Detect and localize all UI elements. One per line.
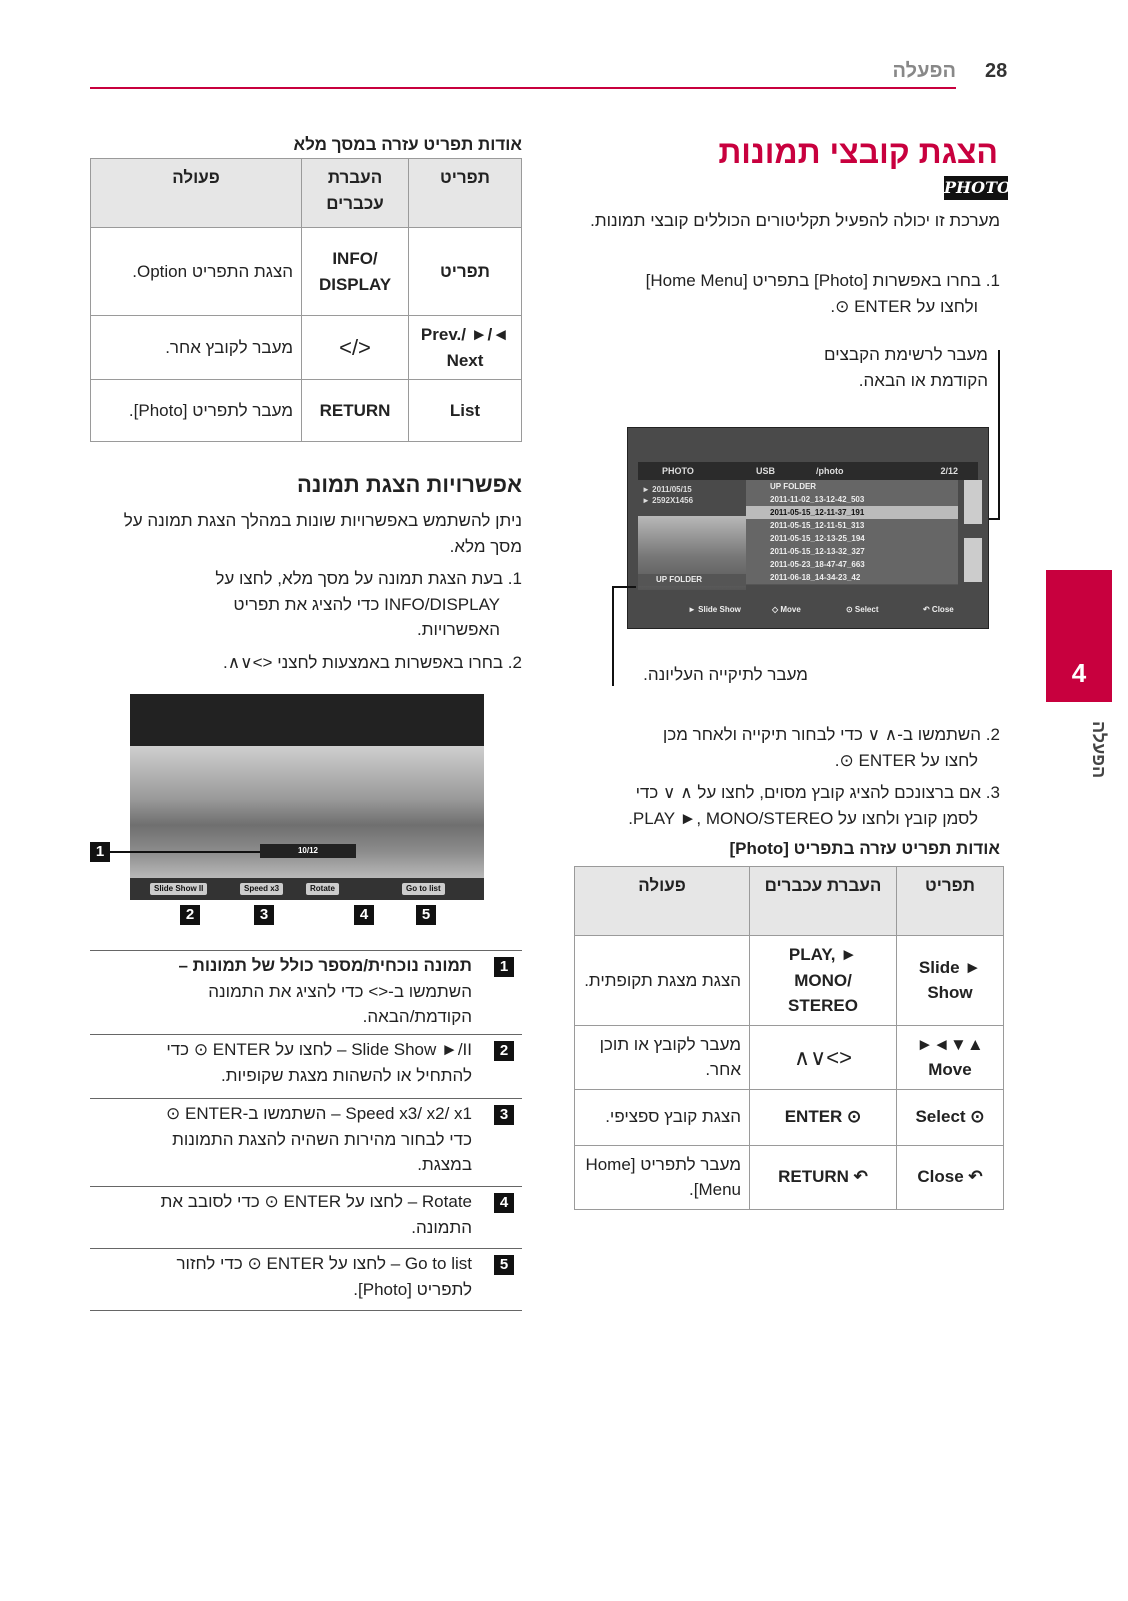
- legend-line: תמונה נוכחית/מספר כולל של תמונות –: [178, 956, 472, 975]
- step-2: [570, 722, 1000, 773]
- legend-marker: 3: [494, 1105, 514, 1125]
- left-table-caption: אודות תפריט עזרה במסך מלא: [293, 135, 522, 154]
- photo-badge: PHOTO: [944, 176, 1008, 200]
- legend-marker: 2: [494, 1041, 514, 1061]
- legend-line: הקודמת/הבאה.: [362, 1007, 472, 1026]
- page-down-button[interactable]: [964, 538, 982, 582]
- browser-top-bar: [638, 462, 978, 480]
- legend-line: לתפריט [Photo].: [353, 1279, 472, 1299]
- preview-option-bar: [130, 878, 484, 900]
- option-step-1: [90, 566, 522, 643]
- chapter-label: הפעלה: [1089, 721, 1109, 779]
- file-row[interactable]: 2011-05-15_12-13-32_327: [746, 545, 958, 559]
- browser-info: [642, 484, 693, 506]
- file-row[interactable]: UP FOLDER: [746, 480, 958, 494]
- legend-line: כדי לבחור מהירות השהיה להצגת התמונות: [172, 1129, 472, 1149]
- cell-key: INFO/ DISPLAY: [302, 228, 409, 316]
- legend-marker: 5: [494, 1255, 514, 1275]
- browser-footer: [638, 602, 978, 618]
- file-row-selected[interactable]: 2011-05-15_12-11-37_191: [746, 506, 958, 520]
- step-1: [590, 268, 1000, 319]
- step-2-line1: 2. השתמשו ב-∧ ∨ כדי לבחור תיקייה ולאחר מכן: [662, 725, 1000, 744]
- intro-text: [590, 208, 1000, 234]
- marker-4: 4: [354, 905, 374, 925]
- legend-line: Speed x3/ x2/ x1 – השתמשו ב-ENTER ⊙: [166, 1104, 472, 1123]
- cell-action: מעבר לתפריט [Home Menu].: [575, 1145, 750, 1209]
- browser-folder-label: /photo: [816, 466, 844, 476]
- options-title: אפשרויות הצגת תמונה: [296, 472, 522, 497]
- legend-item: [90, 1034, 522, 1097]
- marker-5: 5: [416, 905, 436, 925]
- col-header-action: פעולה: [575, 867, 750, 936]
- cell-key: <>∨∧: [750, 1025, 897, 1089]
- file-row[interactable]: 2011-05-23_18-47-47_663: [746, 558, 958, 572]
- preview-counter-text: 10/12: [297, 846, 319, 855]
- marker-1-line: [110, 851, 260, 853]
- browser-usb-label: USB: [756, 466, 776, 476]
- cell-menu: ⊙ Select: [897, 1089, 1004, 1145]
- photo-menu-table: [574, 866, 1004, 1210]
- preview-goto-list-button[interactable]: Go to list: [402, 883, 445, 895]
- right-table-caption: אודות תפריט עזרה בתפריט [Photo]: [729, 839, 1000, 858]
- browser-up-folder-button[interactable]: [638, 574, 746, 586]
- cell-action: מעבר לקובץ או תוכן אחר.: [575, 1025, 750, 1089]
- cell-key: </>: [302, 316, 409, 380]
- step-1-line1: 1. בחרו באפשרות [Photo] בתפריט [Home Menu]: [645, 271, 1000, 290]
- legend-item: [90, 950, 522, 1033]
- step-3: [560, 780, 1000, 831]
- legend-line: התמונה.: [411, 1217, 472, 1237]
- cell-key: ► PLAY, MONO/ STEREO: [750, 936, 897, 1026]
- file-row[interactable]: 2011-06-18_14-34-23_42: [746, 571, 958, 585]
- col-header-action: פעולה: [91, 159, 302, 228]
- callout-top-line1: מעבר לרשימת הקבצים: [824, 345, 988, 364]
- cell-menu: ↶ Close: [897, 1145, 1004, 1209]
- browser-size: ► 2592X1456: [642, 496, 694, 505]
- option-step-1-line3: האפשרויות.: [416, 620, 500, 639]
- legend-line: השתמשו ב-<> כדי להציג את התמונה: [208, 981, 472, 1001]
- legend-line: במצגת.: [417, 1155, 472, 1174]
- cell-action: מעבר לקובץ אחר.: [91, 316, 302, 380]
- preview-speed-button[interactable]: Speed x3: [240, 883, 283, 895]
- step-2-line2: לחצו על ENTER ⊙.: [834, 750, 978, 770]
- intro-paragraph: מערכת זו יכולה להפעיל תקליטורים הכוללים קובצי תמונות.: [590, 211, 1000, 230]
- file-row[interactable]: 2011-11-02_13-12-42_503: [746, 493, 958, 507]
- marker-1: 1: [90, 842, 110, 862]
- preview-photo: [130, 746, 484, 878]
- cell-menu: תפריט: [409, 228, 522, 316]
- page-number: 28: [985, 60, 1008, 82]
- option-step-2: [90, 650, 522, 676]
- cell-key: RETURN: [302, 380, 409, 442]
- cell-action: הצגת התפריט Option.: [91, 228, 302, 316]
- file-row[interactable]: 2011-05-15_12-13-25_194: [746, 532, 958, 546]
- page-up-button[interactable]: [964, 480, 982, 524]
- browser-page-counter: 2/12: [940, 466, 958, 476]
- cell-key: ↶ RETURN: [750, 1145, 897, 1209]
- col-header-menu: תפריט: [897, 867, 1004, 936]
- step-3-line2: לסמן קובץ ולחצו על PLAY ►, MONO/STEREO.: [628, 808, 978, 828]
- marker-3: 3: [254, 905, 274, 925]
- cell-menu: List: [409, 380, 522, 442]
- file-row[interactable]: 2011-05-15_12-11-51_313: [746, 519, 958, 533]
- callout-bottom-text: [608, 662, 808, 688]
- marker-2: 2: [180, 905, 200, 925]
- legend-item: [90, 1098, 522, 1185]
- section-title: הפעלה: [892, 60, 956, 82]
- options-intro-text: ניתן להשתמש באפשרויות שונות במהלך הצגת תמונה על מסך מלא.: [123, 511, 522, 556]
- callout-top-line: [998, 350, 1000, 520]
- footer-select: ⊙ Select: [846, 605, 879, 614]
- col-header-key: העברת עכברים: [750, 867, 897, 936]
- step-1-line2: ולחצו על ENTER ⊙.: [830, 296, 978, 316]
- option-step-1-line2: INFO/DISPLAY כדי להציג את תפריט: [233, 594, 500, 614]
- cell-menu: ► Slide Show: [897, 936, 1004, 1026]
- cell-menu: ▲▼◄► Move: [897, 1025, 1004, 1089]
- step-3-line1: 3. אם ברצונכם להציג קובץ מסוים, לחצו על ∧ ∨ כדי: [635, 783, 1000, 802]
- chapter-tab: [1046, 570, 1112, 702]
- callout-top-line2: הקודמת או הבאה.: [858, 370, 988, 390]
- cell-action: מעבר לתפריט [Photo].: [91, 380, 302, 442]
- browser-date: ► 2011/05/15: [642, 485, 692, 494]
- footer-close: ↶ Close: [923, 605, 954, 614]
- options-intro: [90, 508, 522, 559]
- fullscreen-preview: [130, 694, 484, 900]
- footer-move: ◇ Move: [772, 605, 801, 614]
- page-title: הצגת קובצי תמונות: [718, 134, 998, 170]
- chapter-number: 4: [1071, 658, 1087, 688]
- legend-marker: 4: [494, 1193, 514, 1213]
- header-divider: [90, 87, 956, 89]
- cell-menu: ◄/► Prev./ Next: [409, 316, 522, 380]
- browser-photo-label: PHOTO: [662, 466, 694, 476]
- cell-action: הצגת קובץ ספציפי.: [575, 1089, 750, 1145]
- legend-item: [90, 1186, 522, 1247]
- cell-key: ⊙ ENTER: [750, 1089, 897, 1145]
- preview-rotate-button[interactable]: Rotate: [306, 883, 339, 895]
- legend-line: Slide Show ►/II – לחצו על ENTER ⊙ כדי: [166, 1040, 472, 1059]
- option-step-1-line1: 1. בעת הצגת תמונה על מסך מלא, לחצו על: [215, 569, 522, 588]
- callout-bottom-tick: [612, 586, 636, 588]
- legend-bottom-rule: [90, 1310, 522, 1311]
- preview-counter[interactable]: [260, 844, 356, 858]
- fullscreen-menu-table: [90, 158, 522, 442]
- col-header-key: העברת עכברים: [302, 159, 409, 228]
- legend-marker: 1: [494, 957, 514, 977]
- legend-line: להתחיל או להשהות מצגת שקופיות.: [221, 1065, 472, 1085]
- legend-line: Go to list – לחצו על ENTER ⊙ כדי לחזור: [176, 1254, 472, 1273]
- cell-action: הצגת מצגת תקופתית.: [575, 936, 750, 1026]
- col-header-menu: תפריט: [409, 159, 522, 228]
- callout-top-text: [728, 342, 988, 393]
- legend-item: [90, 1248, 522, 1309]
- browser-up-folder-label: UP FOLDER: [656, 575, 703, 584]
- preview-slideshow-button[interactable]: Slide Show II: [150, 883, 207, 895]
- legend-line: Rotate – לחצו על ENTER ⊙ כדי לסובב את: [160, 1192, 472, 1211]
- callout-bottom-line1: מעבר לתיקייה העליונה.: [643, 665, 808, 684]
- photo-browser-screenshot: [627, 427, 989, 629]
- option-step-2-line1: 2. בחרו באפשרות באמצעות לחצני <>∨∧.: [223, 653, 522, 672]
- footer-slide-show: ► Slide Show: [688, 605, 741, 614]
